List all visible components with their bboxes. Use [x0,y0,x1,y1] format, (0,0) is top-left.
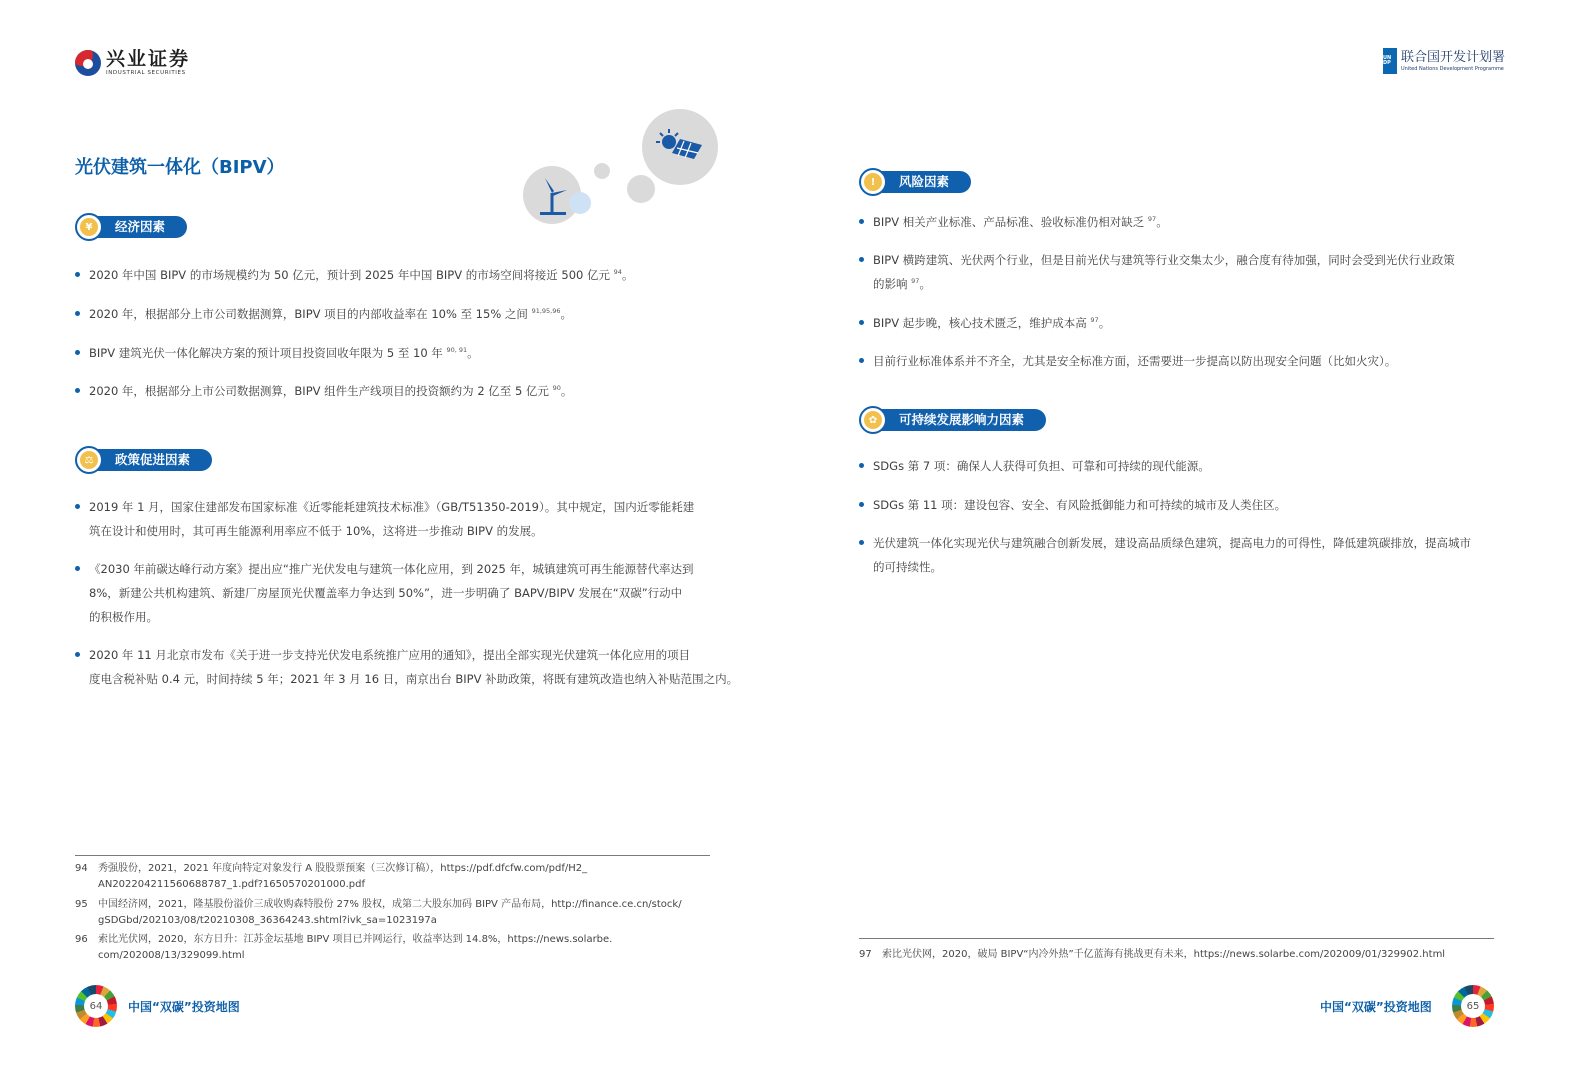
undp-logo-icon: UN DP [1383,48,1397,74]
industrial-securities-logo-icon [75,50,101,76]
risk-item-3: BIPV 起步晚，核心技术匮乏，维护成本高 $^{97}$。 [873,311,1110,335]
solar-bubble [642,109,718,185]
footnote-97: 97 索比光伏网，2020，破局 BIPV“内冷外热”千亿蓝海有挑战更有未来，https://news.solarbe.com/202009/01/329902.html [859,949,1446,960]
sustain-item-1: SDGs 第 7 项：确保人人获得可负担、可靠和可持续的现代能源。 [873,454,1210,478]
economic-item-4: 2020 年，根据部分上市公司数据测算，BIPV 组件生产线项目的投资额约为 2 亿至 5 亿元 $^{90}$。 [89,379,572,403]
page-number-left: 64 [84,994,108,1018]
undp-en-text: United Nations Development Programme [1401,65,1504,72]
footer-title-right: 中国“双碳”投资地图 [1320,1000,1432,1014]
logo-cn-text: 兴业证券 [106,47,191,70]
sdg-wheel-icon-left [75,985,117,1027]
section-risk-pill [859,170,971,194]
logo-undp [1383,48,1505,74]
page-number-right: 65 [1461,994,1485,1018]
footnote-divider-left [75,855,710,856]
page-title: 光伏建筑一体化（BIPV） [75,157,285,178]
logo-industrial-securities [75,48,190,78]
section-policy-label: 政策促进因素 [91,449,212,471]
sustain-item-3: 光伏建筑一体化实现光伏与建筑融合创新发展，建设高品质绿色建筑，提高电力的可得性，降低建筑碳排放，提高城市 的可持续性。 [873,531,1471,579]
section-economic-pill [75,215,187,239]
section-sustain-label: 可持续发展影响力因素 [875,409,1046,431]
economic-item-2: 2020 年，根据部分上市公司数据测算，BIPV 项目的内部收益率在 10% 至 15% 之间 $^{91,95,96}$。 [89,302,572,326]
section-economic-label: 经济因素 [91,216,187,238]
sustain-item-2: SDGs 第 11 项：建设包容、安全、有风险抵御能力和可持续的城市及人类住区。 [873,493,1286,517]
logo-en-text: INDUSTRIAL SECURITIES [106,69,186,76]
small-bubble [594,163,610,179]
footnote-divider-right [859,938,1494,939]
footnote-96: 96 索比光伏网，2020，东方日升：江苏金坛基地 BIPV 项目已并网运行，收益率达到 14.8%，https://news.solarbe. com/202008/13/329099.html [75,934,613,961]
policy-item-1: 2019 年 1 月，国家住建部发布国家标准《近零能耗建筑技术标准》（GB/T51350-2019）。其中规定，国内近零能耗建 筑在设计和使用时，其可再生能源利用率应不低于 10%，这将进一步推动 BIPV 的发展。 [89,495,694,543]
risk-item-4: 目前行业标准体系并不齐全，尤其是安全标准方面，还需要进一步提高以防出现安全问题（比如火灾）。 [873,349,1396,373]
footnote-95: 95 中国经济网，2021，隆基股份溢价三成收购森特股份 27% 股权，成第二大股东加码 BIPV 产品布局，http://finance.ce.cn/stock/ gSDGbd/202103/08/t20210308_36364243.shtml?ivk_sa=1023197a [75,899,682,926]
footer-title-left: 中国“双碳”投资地图 [128,1000,240,1014]
economic-item-1: 2020 年中国 BIPV 的市场规模约为 50 亿元，预计到 2025 年中国 BIPV 的市场空间将接近 500 亿元 $^{94}$。 [89,263,633,287]
coin-icon: ¥ [80,218,98,236]
policy-item-3: 2020 年 11 月北京市发布《关于进一步支持光伏发电系统推广应用的通知》，提出全部实现光伏建筑一体化应用的项目 度电含税补贴 0.4 元，时间持续 5 年；2021 年 3 月 16 日，南京出台 BIPV 补助政策，将既有建筑改造也纳入补贴范围之内。 [89,643,738,691]
small-blue-bubble [569,192,591,214]
solar-panel-icon [642,109,718,185]
scale-icon: ⚖ [80,451,98,469]
sdg-wheel-icon-right [1452,985,1494,1027]
risk-item-1: BIPV 相关产业标准、产品标准、验收标准仍相对缺乏 $^{97}$。 [873,210,1168,234]
risk-item-2: BIPV 横跨建筑、光伏两个行业，但是目前光伏与建筑等行业交集太少，融合度有待加强，同时会受到光伏行业政策 的影响 $^{97}$。 [873,248,1455,296]
undp-cn-text: 联合国开发计划署 [1401,49,1506,65]
footnote-94: 94 秀强股份，2021，2021 年度向特定对象发行 A 股股票预案（三次修订稿），https://pdf.dfcfw.com/pdf/H2_ AN202204211560688787_1.pdf?1650570201000.pdf [75,863,588,890]
section-policy-pill [75,448,212,472]
warning-icon: ! [864,173,882,191]
sustain-icon: ✿ [864,411,882,429]
section-risk-label: 风险因素 [875,171,971,193]
policy-item-2: 《2030 年前碳达峰行动方案》提出应“推广光伏发电与建筑一体化应用，到 2025 年，城镇建筑可再生能源替代率达到 8%，新建公共机构建筑、新建厂房屋顶光伏覆盖率力争达到 50%”，进一步明确了 BAPV/BIPV 发展在“双碳”行动中 的积极作用。 [89,557,693,629]
economic-item-3: BIPV 建筑光伏一体化解决方案的预计项目投资回收年限为 5 至 10 年 $^{90, 91}$。 [89,341,479,365]
section-sustain-pill [859,408,1046,432]
